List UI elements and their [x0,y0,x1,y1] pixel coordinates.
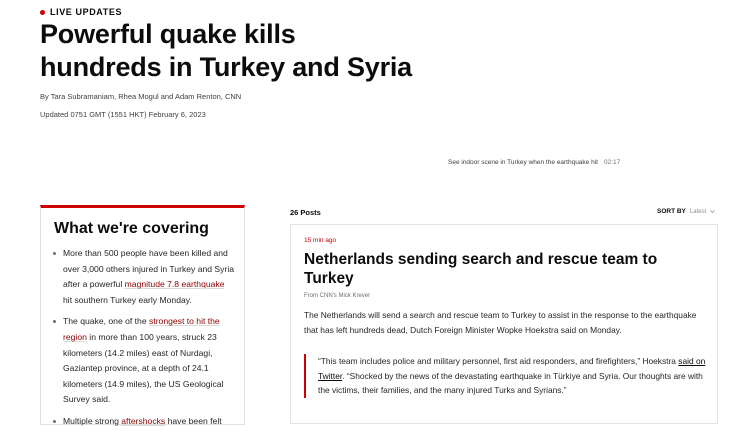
video-caption[interactable] [448,159,620,166]
post-quote [304,354,706,398]
posts-count: 26 Posts [290,208,321,217]
quote-text: . “Shocked by the news of the devastating earthquake in Türkiye and Syria. Our thoughts are with the victims, their families, and the many injured Turks and Syrians.” [318,370,703,395]
covering-item [53,246,235,308]
article-headline [40,18,460,84]
post-author: From CNN's Mick Krever [304,293,371,299]
live-updates-label: LIVE UPDATES [50,7,123,17]
video-duration: 02:17 [603,159,621,166]
headline-line-1: Powerful quake kills [40,19,296,49]
what-were-covering-box [40,205,245,425]
covering-item-text: hit southern Turkey early Monday. [63,294,192,305]
post-title: Netherlands sending search and rescue team to Turkey [304,251,658,287]
chevron-down-icon[interactable] [710,209,715,214]
live-dot-icon [40,10,45,15]
covering-item-link[interactable]: magnitude 7.8 earthquake [124,279,225,290]
covering-item-text: Multiple strong [63,415,122,426]
covering-item-link[interactable]: aftershocks [121,415,166,426]
covering-item-link[interactable]: strongest to hit the region [63,316,220,342]
quote-text: “This team includes police and military personnel, first aid responders, and firefighters,” Hoekstra [318,356,679,366]
headline-line-2: hundreds in Turkey and Syria [40,52,412,82]
live-post [290,224,718,424]
covering-item-text: in more than 100 years, struck 23 kilometers (14.2 miles) east of Nurdagi, Gaziantep province, at a depth of 24.1 kilometers (14.9 miles), the US Geological Survey said. [63,331,224,405]
covering-item [53,314,235,408]
covering-list [53,246,235,436]
covering-item-text: The quake, one of the [63,316,150,327]
covering-item-text: More than 500 people have been killed and over 3,000 others injured in Turkey and Syria after a powerful [63,248,235,290]
live-updates-tag [40,7,122,17]
updated-timestamp: Updated 0751 GMT (1551 HKT) February 6, 2023 [40,110,206,119]
video-caption-text[interactable]: See indoor scene in Turkey when the earthquake hit [448,159,598,166]
said-on-twitter-link[interactable]: said on Twitter [318,356,706,381]
sort-control[interactable] [657,208,715,215]
post-timestamp: 15 min ago [304,237,337,244]
byline: By Tara Subramaniam, Rhea Mogul and Adam Renton, CNN [40,92,242,101]
covering-item [53,414,235,430]
sort-label: SORT BY [657,208,686,215]
post-body: The Netherlands will send a search and rescue team to Turkey to assist in the response to the earthquake that has left hundreds dead, Dutch Foreign Minister Wopke Hoekstra said on Monday. [304,310,697,335]
sort-select[interactable]: Latest [689,208,707,215]
covering-title: What we're covering [54,220,209,237]
covering-item-text: have been felt [165,415,222,426]
